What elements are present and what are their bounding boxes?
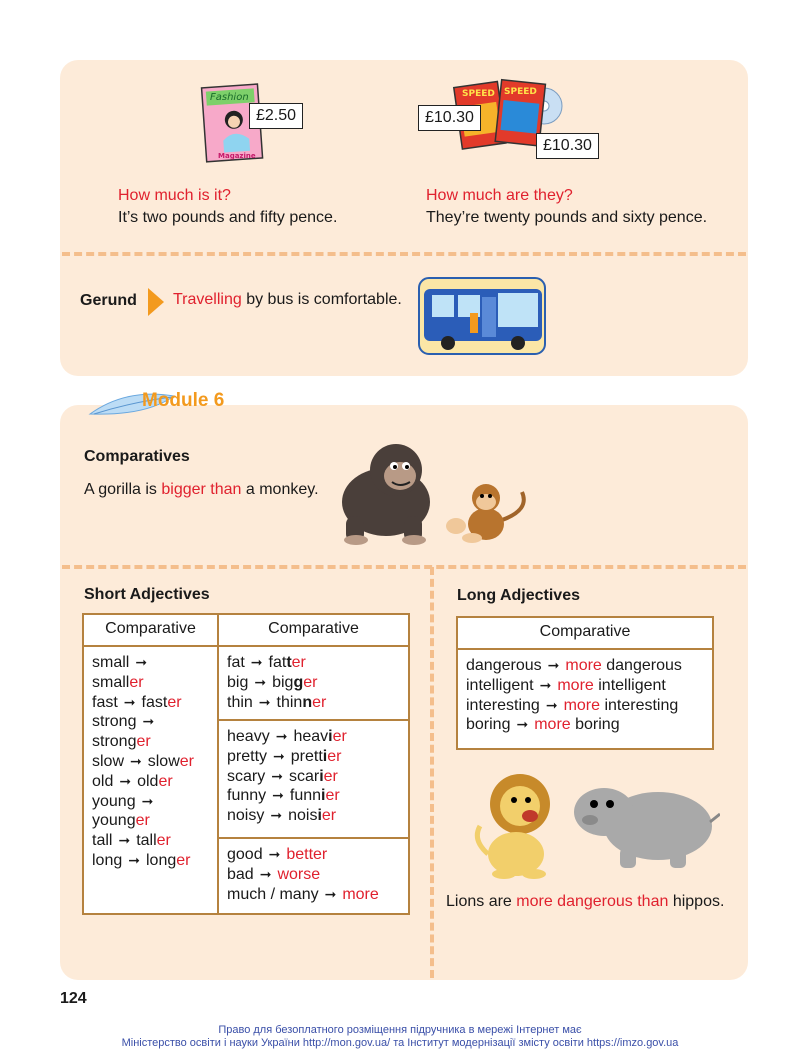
- adjective-base: fast: [92, 693, 118, 711]
- adjective-word: dangerous: [601, 657, 682, 674]
- short-group-double-consonant: [219, 647, 408, 718]
- arrow-icon: ➞: [250, 654, 263, 670]
- adjective-base: old: [92, 772, 114, 790]
- arrow-icon: ➞: [545, 696, 558, 713]
- short-adjectives-table: [82, 613, 410, 915]
- adjective-stem: big: [272, 673, 294, 691]
- arrow-icon: ➞: [142, 713, 155, 730]
- arrow-icon: ➞: [254, 673, 267, 690]
- comparative-row: [227, 653, 400, 673]
- adjective-base: dangerous: [466, 657, 542, 674]
- top-panel-divider: [62, 252, 746, 256]
- changed-letter: g: [293, 673, 304, 691]
- comparative-suffix: er: [323, 767, 338, 785]
- adjective-base: pretty: [227, 747, 268, 765]
- price-tag-game-2: £10.30: [536, 133, 599, 159]
- short-col1-header: Comparative: [83, 614, 218, 646]
- comparative-row: [92, 712, 209, 732]
- monkey-image: [442, 480, 532, 544]
- magazine-title-text: Fashion: [210, 92, 249, 103]
- more-word: more: [563, 696, 601, 714]
- comparative-suffix: er: [158, 772, 173, 790]
- adjective-base: scary: [227, 767, 266, 785]
- arrow-icon: ➞: [258, 693, 271, 710]
- arrow-icon: ➞: [118, 832, 131, 849]
- adjective-stem: funn: [289, 787, 322, 805]
- short-group-y-to-i: [219, 721, 408, 832]
- comparative-row: [92, 831, 209, 851]
- more-word: more: [534, 716, 571, 734]
- adjective-base: boring: [466, 716, 511, 734]
- adjective-base: much / many: [227, 885, 319, 903]
- module-panel-vertical-divider: [430, 567, 434, 978]
- comparative-suffix: er: [167, 693, 182, 711]
- comparative-suffix: er: [129, 673, 144, 691]
- comparative-suffix: er: [312, 693, 327, 711]
- comparative-suffix: er: [291, 654, 306, 671]
- adjective-base: intelligent: [466, 676, 534, 694]
- comparative-row: [92, 772, 209, 792]
- question-how-much-are-they: How much are they?: [426, 187, 573, 204]
- lion-image: [470, 770, 560, 880]
- adjective-stem: long: [145, 851, 177, 869]
- adjective-base: funny: [227, 787, 267, 805]
- adjective-base: noisy: [227, 807, 265, 825]
- arrow-icon: ➞: [268, 846, 281, 862]
- comparative-row: [92, 792, 209, 812]
- comparatives-heading: Comparatives: [84, 448, 190, 465]
- comparatives-sentence: [84, 480, 319, 500]
- adjective-stem: small: [92, 673, 130, 691]
- bus-image: [418, 277, 546, 355]
- comparative-row: [466, 696, 704, 716]
- comparative-row: [92, 851, 209, 871]
- comparative-row: [466, 656, 704, 676]
- changed-letter: t: [286, 654, 292, 671]
- comparative-suffix: er: [303, 673, 318, 691]
- page-number: 124: [60, 990, 87, 1007]
- adjective-word: interesting: [600, 696, 679, 714]
- adjective-word: boring: [570, 716, 620, 734]
- adjective-stem: tall: [136, 832, 157, 850]
- short-adjectives-heading: Short Adjectives: [84, 586, 210, 603]
- gerund-rest: by bus is comfortable.: [241, 291, 402, 308]
- adjective-stem: heav: [293, 728, 329, 745]
- long-col-header: Comparative: [457, 617, 713, 649]
- adjective-stem: scar: [288, 767, 320, 785]
- arrow-icon: ➞: [539, 676, 552, 693]
- short-col1-list: [84, 647, 217, 877]
- adjective-base: strong: [92, 713, 137, 731]
- lions-post: hippos.: [668, 893, 725, 910]
- arrow-icon: ➞: [123, 693, 136, 710]
- comparative-suffix: er: [327, 747, 342, 765]
- comparative-row: [227, 885, 400, 905]
- adjective-stem: thin: [276, 693, 303, 711]
- arrow-icon: ➞: [273, 747, 285, 764]
- adjective-base: small: [92, 654, 130, 671]
- comparative-suffix: er: [321, 807, 337, 825]
- adjective-stem: fast: [141, 693, 168, 711]
- adjective-base: long: [92, 851, 123, 869]
- adjective-base: thin: [227, 693, 253, 711]
- arrow-icon: ➞: [259, 865, 272, 882]
- short-group-irregular: [219, 839, 408, 910]
- adjective-stem: slow: [147, 752, 180, 770]
- irregular-comparative: worse: [277, 865, 321, 883]
- comparative-row: [227, 806, 400, 826]
- answer-twenty-pounds: They’re twenty pounds and sixty pence.: [426, 209, 708, 226]
- adjective-base: big: [227, 673, 249, 691]
- adjective-base: heavy: [227, 728, 270, 745]
- comparative-row: [227, 693, 400, 713]
- comparative-row: [227, 747, 400, 767]
- module-panel-divider: [62, 565, 746, 569]
- long-adjectives-list: [458, 650, 712, 741]
- comparative-row: [92, 811, 209, 831]
- arrow-icon: ➞: [271, 767, 283, 784]
- comparative-row: [466, 676, 704, 696]
- adjective-stem: young: [92, 812, 136, 830]
- comparative-suffix: er: [136, 733, 151, 751]
- more-word: more: [565, 657, 602, 674]
- price-tag-magazine: £2.50: [249, 103, 303, 129]
- changed-letter: i: [317, 807, 322, 825]
- adjective-base: bad: [227, 865, 254, 883]
- comparative-row: [92, 732, 209, 752]
- arrow-icon: ➞: [270, 807, 283, 824]
- orange-arrow-icon: [148, 288, 164, 316]
- short-col2-header: Comparative: [218, 614, 409, 646]
- footer-line-1: Право для безоплатного розміщення підручника в мережі Інтернет має: [218, 1024, 582, 1036]
- arrow-icon: ➞: [135, 654, 148, 670]
- game-title-2: SPEED: [504, 87, 537, 97]
- gerund-label: Gerund: [80, 292, 137, 309]
- more-word: more: [557, 676, 594, 694]
- comparatives-pre: A gorilla is: [84, 481, 162, 498]
- comparative-row: [227, 727, 400, 747]
- comparative-row: [227, 767, 400, 787]
- price-tag-game-1: £10.30: [418, 105, 481, 131]
- arrow-icon: ➞: [141, 792, 154, 809]
- adjective-base: slow: [92, 752, 125, 770]
- arrow-icon: ➞: [128, 851, 140, 868]
- comparative-row: [466, 715, 704, 735]
- arrow-icon: ➞: [547, 657, 560, 673]
- comparative-suffix: er: [325, 787, 340, 805]
- adjective-stem: prett: [290, 747, 323, 765]
- changed-letter: i: [319, 767, 324, 785]
- module-title: Module 6: [142, 390, 225, 411]
- adjective-stem: old: [137, 772, 159, 790]
- gerund-highlight: Travelling: [173, 291, 242, 308]
- gorilla-image: [334, 436, 438, 546]
- game-title-1: SPEED: [462, 89, 495, 99]
- arrow-icon: ➞: [275, 728, 288, 744]
- adjective-word: intelligent: [593, 676, 666, 694]
- adjective-base: good: [227, 846, 263, 863]
- gerund-sentence: [173, 290, 402, 310]
- arrow-icon: ➞: [516, 716, 529, 733]
- comparative-row: [92, 673, 209, 693]
- comparative-suffix: er: [156, 832, 171, 850]
- comparatives-post: a monkey.: [241, 481, 319, 498]
- arrow-icon: ➞: [119, 772, 132, 789]
- long-adjectives-table: [456, 616, 714, 750]
- comparative-row: [92, 653, 209, 673]
- comparative-row: [227, 673, 400, 693]
- comparative-suffix: er: [179, 752, 194, 770]
- hippo-image: [570, 776, 720, 872]
- question-how-much-is-it: How much is it?: [118, 187, 231, 204]
- arrow-icon: ➞: [130, 752, 142, 769]
- arrow-icon: ➞: [272, 787, 284, 804]
- adjective-stem: nois: [288, 807, 318, 825]
- comparative-row: [92, 693, 209, 713]
- lions-pre: Lions are: [446, 893, 517, 910]
- footer-line-2: Міністерство освіти і науки України http://mon.gov.ua/ та Інститут модернізації змісту освіти https://imzo.gov.ua: [121, 1037, 679, 1049]
- comparative-suffix: er: [135, 812, 150, 830]
- comparative-row: [227, 865, 400, 885]
- lions-highlight: more dangerous than: [516, 893, 669, 910]
- comparative-suffix: er: [332, 728, 347, 745]
- comparative-row: [92, 752, 209, 772]
- adjective-base: young: [92, 792, 136, 810]
- comparatives-highlight: bigger than: [161, 481, 242, 498]
- irregular-comparative: more: [342, 885, 379, 903]
- changed-letter: n: [302, 693, 313, 711]
- adjective-stem: fat: [268, 654, 287, 671]
- answer-two-pounds: It’s two pounds and fifty pence.: [118, 209, 338, 226]
- adjective-base: interesting: [466, 696, 540, 714]
- changed-letter: i: [321, 787, 326, 805]
- lions-sentence: [446, 892, 724, 912]
- adjective-base: tall: [92, 832, 113, 850]
- irregular-comparative: better: [286, 846, 328, 863]
- magazine-sub-text: Magazine: [218, 152, 256, 160]
- comparative-row: [227, 786, 400, 806]
- changed-letter: i: [322, 747, 328, 765]
- long-adjectives-heading: Long Adjectives: [457, 587, 580, 604]
- adjective-stem: strong: [92, 733, 137, 751]
- comparative-suffix: er: [176, 851, 191, 869]
- comparative-row: [227, 845, 400, 865]
- changed-letter: i: [328, 728, 333, 745]
- arrow-icon: ➞: [324, 885, 337, 902]
- adjective-base: fat: [227, 654, 245, 671]
